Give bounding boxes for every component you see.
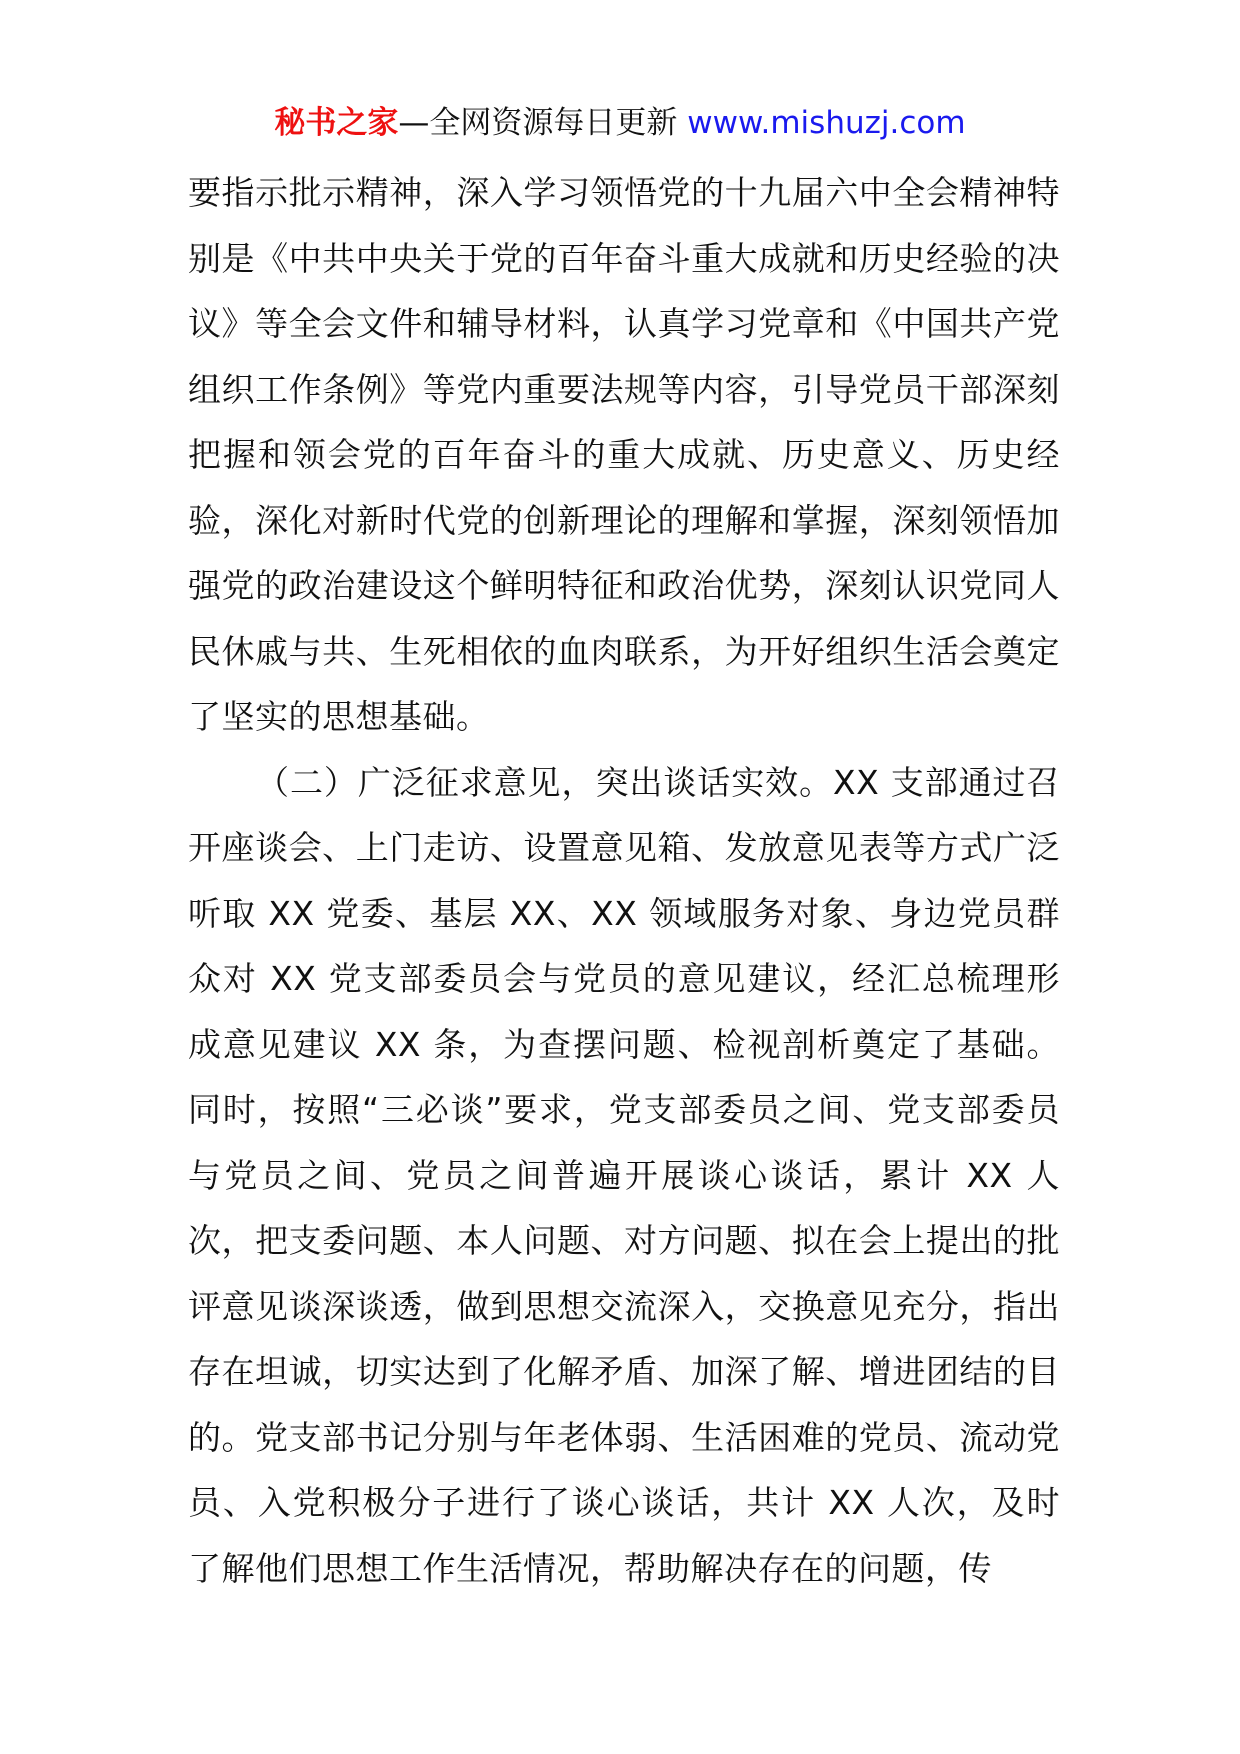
document-body	[188, 160, 1060, 1601]
page-header	[0, 100, 1240, 146]
paragraph-continued: 要指示批示精神，深入学习领悟党的十九届六中全会精神特别是《中共中央关于党的百年奋斗重大成就和历史经验的决议》等全会文件和辅导材料，认真学习党章和《中国共产党组织工作条例》等党内重要法规等内容，引导党员干部深刻把握和领会党的百年奋斗的重大成就、历史意义、历史经验，深化对新时代党的创新理论的理解和掌握，深刻领悟加强党的政治建设这个鲜明特征和政治优势，深刻认识党同人民休戚与共、生死相依的血肉联系，为开好组织生活会奠定了坚实的思想基础。	[188, 173, 1060, 736]
brand-name: 秘书之家	[274, 105, 399, 141]
header-tagline: —全网资源每日更新	[398, 105, 688, 141]
paragraph-section-two: （二）广泛征求意见，突出谈话实效。XX 支部通过召开座谈会、上门走访、设置意见箱、发放意见表等方式广泛听取 XX 党委、基层 XX、XX 领域服务对象、身边党员群众对 XX 党支部委员会与党员的意见建议，经汇总梳理形成意见建议 XX 条，为查摆问题、检视剖析奠定了基础。同时，按照“三必谈”要求，党支部委员之间、党支部委员与党员之间、党员之间普遍开展谈心谈话，累计 XX 人次，把支委问题、本人问题、对方问题、拟在会上提出的批评意见谈深谈透，做到思想交流深入，交换意见充分，指出存在坦诚，切实达到了化解矛盾、加深了解、增进团结的目的。党支部书记分别与年老体弱、生活困难的党员、流动党员、入党积极分子进行了谈心谈话，共计 XX 人次，及时了解他们思想工作生活情况，帮助解决存在的问题，传	[188, 762, 1060, 1588]
site-url-link[interactable]: www.mishuzj.com	[687, 105, 966, 141]
